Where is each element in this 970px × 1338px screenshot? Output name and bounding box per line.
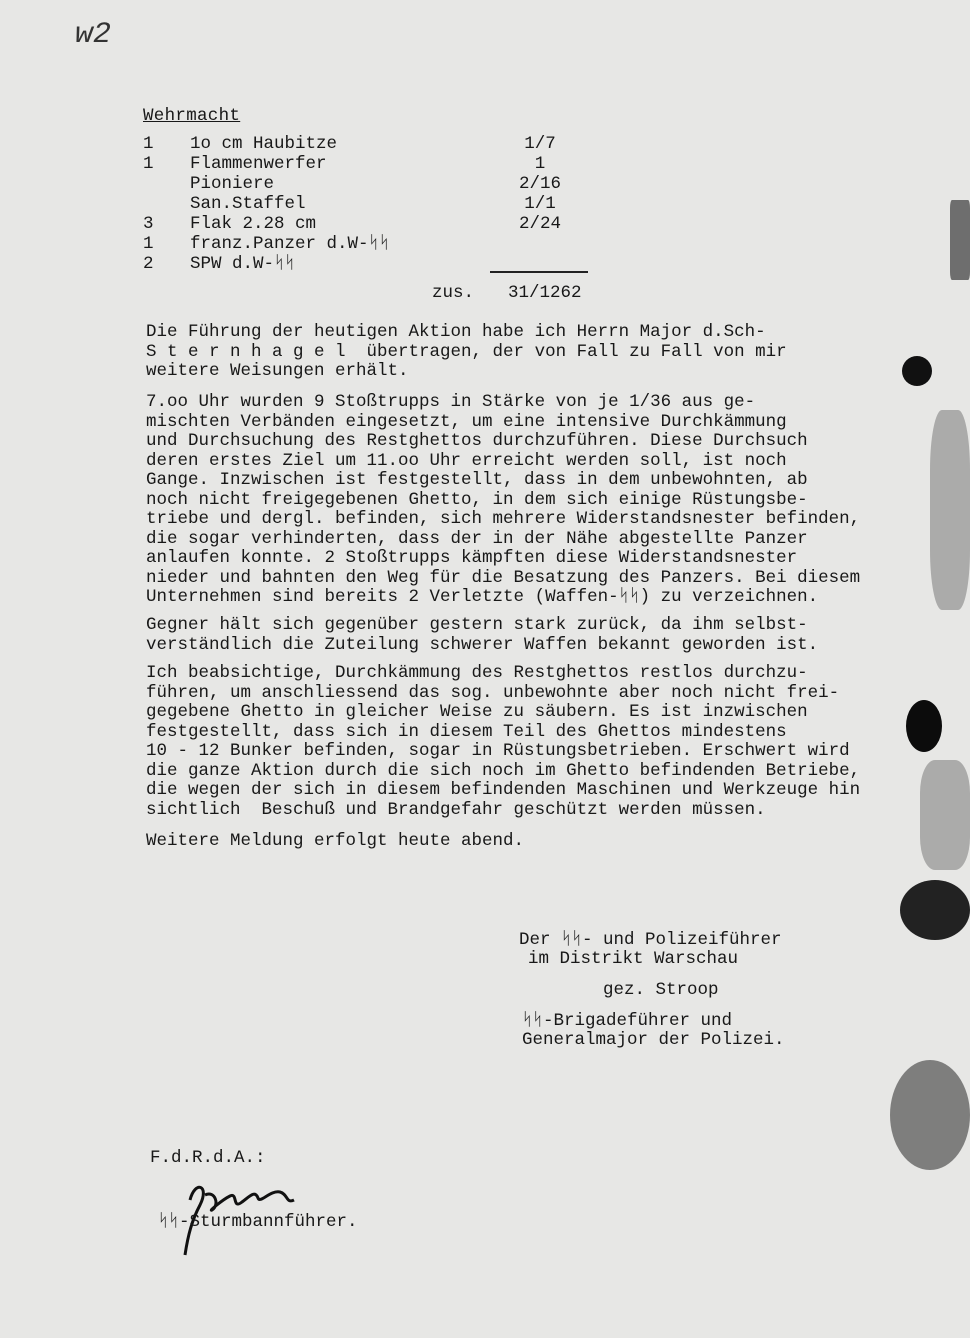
equipment-row	[140, 214, 640, 234]
equipment-qty: 1	[143, 134, 154, 154]
text-line: mischten Verbänden eingesetzt, um eine intensive Durchkämmung	[146, 411, 787, 432]
paragraph	[146, 323, 956, 382]
equipment-qty: 2	[143, 254, 154, 274]
text-line: weitere Weisungen erhält.	[146, 361, 409, 381]
equipment-row	[140, 174, 640, 194]
text-line: sichtlich Beschuß und Brandgefahr geschützt werden müssen.	[146, 799, 766, 820]
equipment-row	[140, 194, 640, 214]
text-line: Weitere Meldung erfolgt heute abend.	[146, 831, 525, 851]
text-line: Gegner hält sich gegenüber gestern stark zurück, da ihm selbst-	[146, 615, 808, 635]
text-line: festgestellt, dass sich in diesem Teil des Ghettos mindestens	[146, 721, 787, 742]
text-line: Die Führung der heutigen Aktion habe ich Herrn Major d.Sch-	[146, 322, 766, 342]
text-line: verständlich die Zuteilung schwerer Waffen bekannt geworden ist.	[146, 634, 819, 655]
attestation-rank: ᛋᛋ-Sturmbannführer.	[158, 1212, 358, 1232]
equipment-value: 1/1	[524, 194, 556, 214]
equipment-value: 2/16	[518, 174, 561, 194]
stain	[890, 1060, 970, 1170]
equipment-row	[140, 154, 640, 174]
equipment-value: 1/7	[524, 134, 556, 154]
text-line: und Durchsuchung des Restghettos durchzuführen. Diese Durchsuch	[146, 431, 808, 451]
text-line: Unternehmen sind bereits 2 Verletzte (Waffen-ᛋᛋ) zu verzeichnen.	[146, 587, 819, 607]
equipment-item: San.Staffel	[190, 194, 306, 214]
text-line: die ganze Aktion durch die sich noch im Ghetto befindenden Betriebe,	[146, 760, 861, 781]
sum-rule	[490, 271, 588, 273]
equipment-item: Flammenwerfer	[190, 154, 327, 174]
total-value: 31/1262	[508, 283, 582, 303]
equipment-row	[140, 234, 640, 254]
equipment-item: Flak 2.28 cm	[190, 214, 317, 234]
paragraph	[146, 616, 956, 655]
text-line: 7.oo Uhr wurden 9 Stoßtrupps in Stärke von je 1/36 aus ge-	[146, 392, 756, 412]
section-heading: Wehrmacht	[143, 106, 241, 126]
paragraph	[146, 393, 956, 608]
signature-line: ᛋᛋ-Brigadeführer und	[522, 1011, 733, 1031]
equipment-value: 2/24	[518, 214, 561, 234]
text-line: Gange. Inzwischen ist festgestellt, dass in dem unbewohnten, ab	[146, 470, 808, 490]
signature-line: Generalmajor der Polizei.	[522, 1030, 785, 1050]
signature-line: gez. Stroop	[603, 980, 719, 1000]
equipment-item: franz.Panzer d.W-ᛋᛋ	[190, 234, 390, 254]
total-label: zus.	[432, 283, 475, 303]
text-line: deren erstes Ziel um 11.oo Uhr erreicht werden soll, ist noch	[146, 450, 787, 471]
equipment-item: SPW d.W-ᛋᛋ	[190, 254, 296, 274]
equipment-qty: 1	[143, 154, 154, 174]
signature-line: Der ᛋᛋ- und Polizeiführer	[519, 930, 782, 950]
signature-line: im Distrikt Warschau	[528, 949, 739, 969]
text-line: die sogar verhinderten, dass der in der Nähe abgestellte Panzer	[146, 528, 808, 549]
margin-mark: w2	[75, 18, 112, 52]
handwritten-signature	[160, 1160, 310, 1260]
equipment-value: 1	[534, 154, 546, 174]
ink-blot	[900, 880, 970, 940]
paragraph	[146, 832, 956, 852]
text-line: triebe und dergl. befinden, sich mehrere Widerstandsnester befinden,	[146, 509, 861, 529]
equipment-qty: 3	[143, 214, 154, 234]
equipment-item: Pioniere	[190, 174, 275, 194]
text-line: gegebene Ghetto in gleicher Weise zu säubern. Es ist inzwischen	[146, 702, 808, 722]
text-line: S t e r n h a g e l übertragen, der von Fall zu Fall von mir	[146, 341, 787, 362]
text-line: 10 - 12 Bunker befinden, sogar in Rüstungsbetrieben. Erschwert wird	[146, 741, 850, 761]
text-line: nieder und bahnten den Weg für die Besatzung des Panzers. Bei diesem	[146, 567, 861, 588]
text-line: die wegen der sich in diesem befindenden Maschinen und Werkzeuge hin	[146, 780, 861, 800]
equipment-qty: 1	[143, 234, 154, 254]
attestation-label: F.d.R.d.A.:	[150, 1148, 266, 1168]
text-line: noch nicht freigegebenen Ghetto, in dem sich einige Rüstungsbe-	[146, 489, 808, 510]
equipment-row	[140, 134, 640, 154]
text-line: Ich beabsichtige, Durchkämmung des Restghettos restlos durchzu-	[146, 663, 808, 683]
text-line: führen, um anschliessend das sog. unbewohnte aber noch nicht frei-	[146, 682, 840, 703]
equipment-item: 1o cm Haubitze	[190, 134, 338, 154]
edge-shadow	[950, 200, 970, 280]
paragraph	[146, 664, 956, 820]
text-line: anlaufen konnte. 2 Stoßtrupps kämpften diese Widerstandsnester	[146, 548, 798, 568]
